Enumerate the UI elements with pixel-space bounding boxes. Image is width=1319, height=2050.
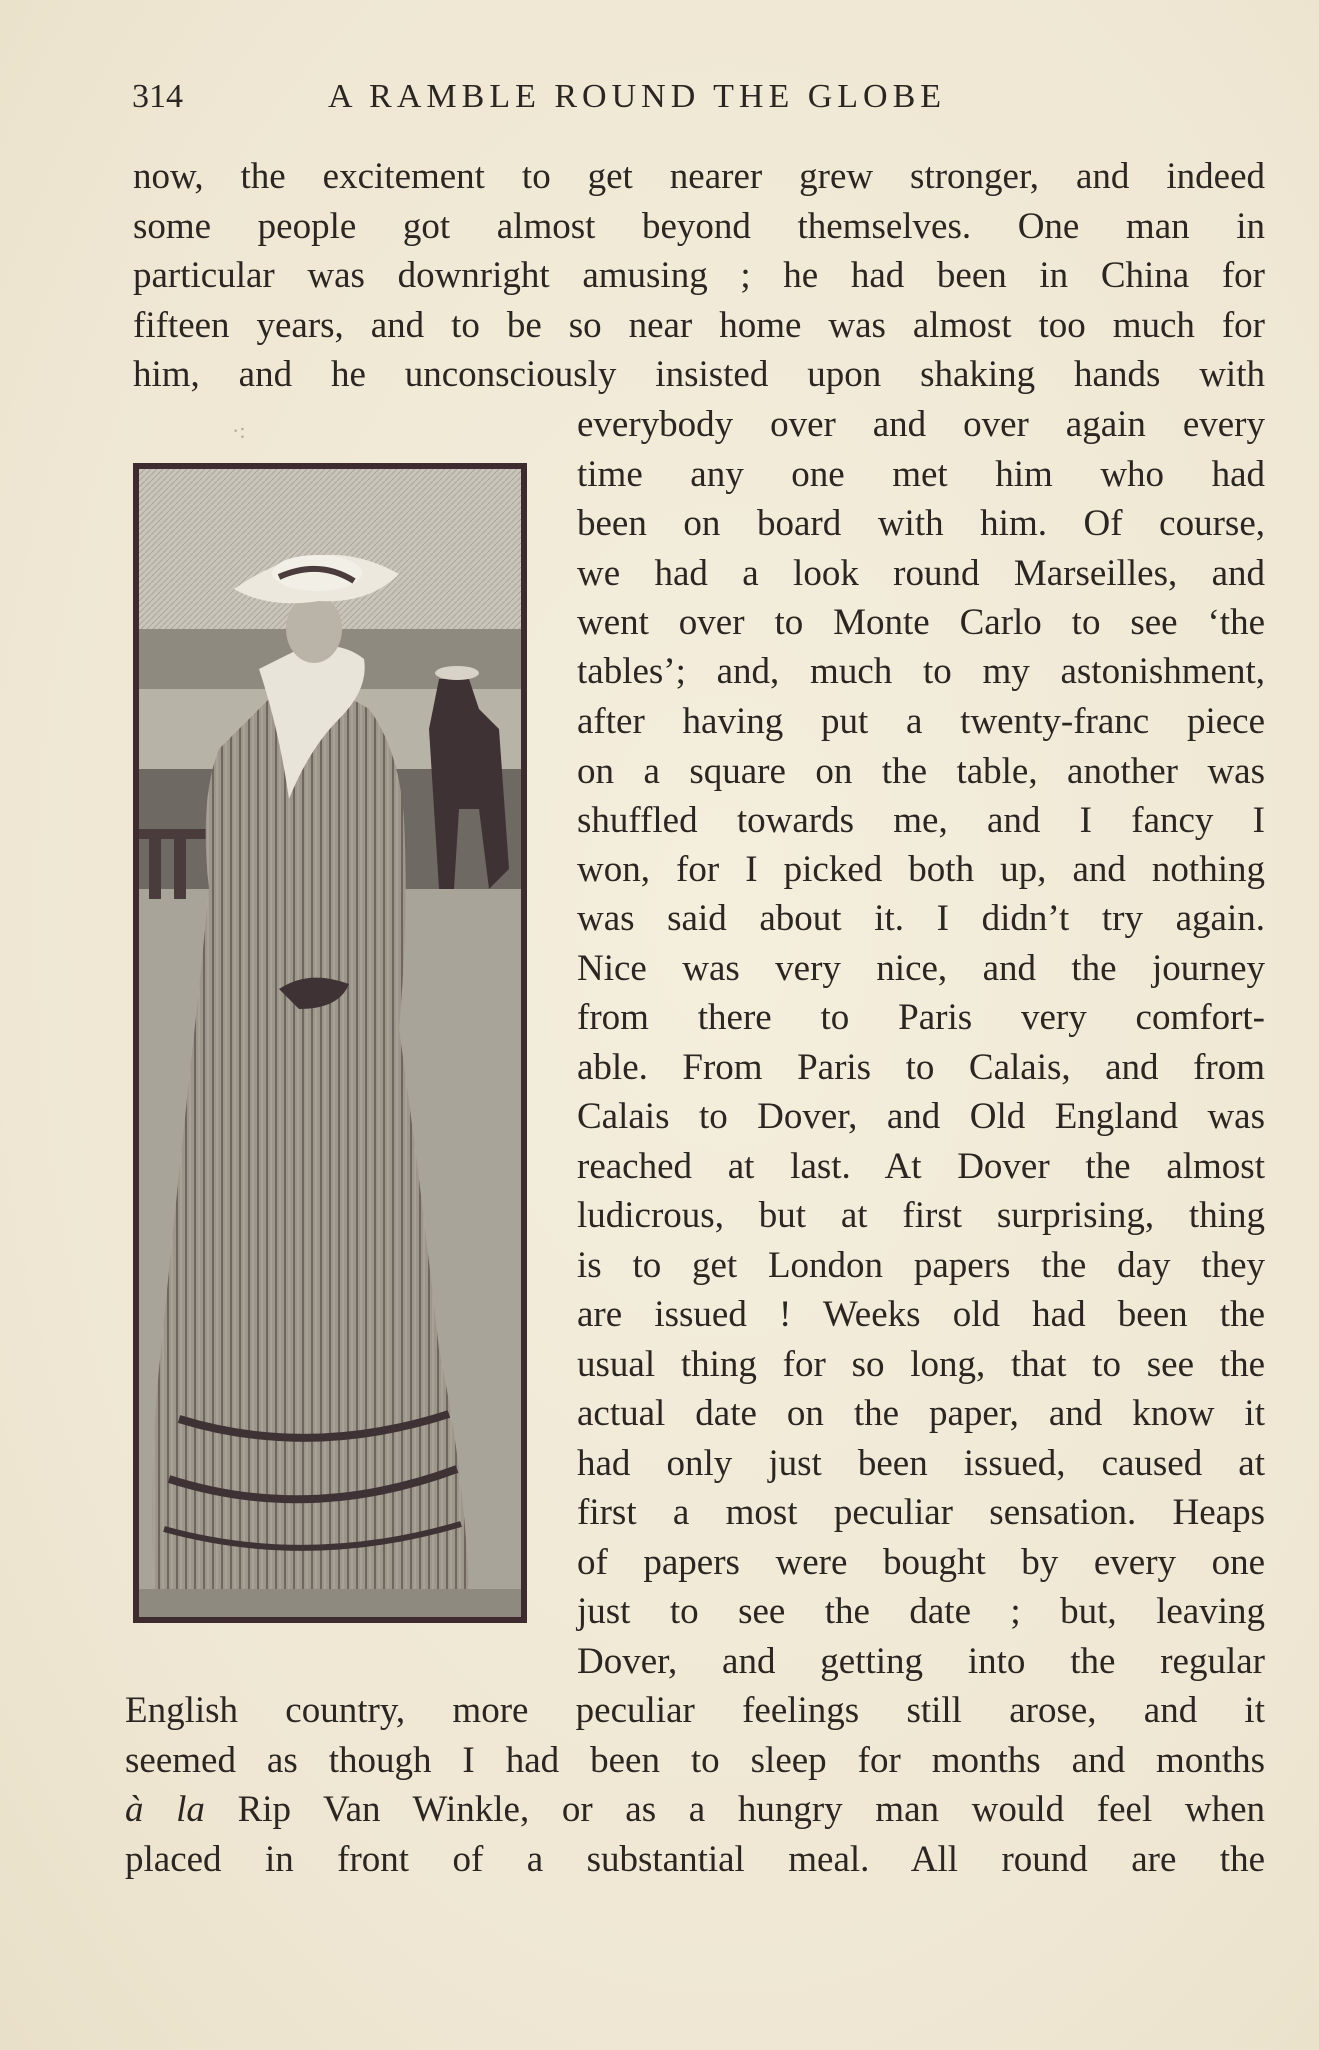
print-speck: ·: — [232, 418, 246, 443]
text-line: actual date on the paper, and know it — [577, 1393, 1265, 1434]
text-line: reached at last. At Dover the almost — [577, 1146, 1265, 1187]
text-line: Nice was very nice, and the journey — [577, 948, 1265, 989]
text-line: particular was downright amusing ; he had been in China for — [133, 255, 1265, 296]
text-line: seemed as though I had been to sleep for months and months — [125, 1740, 1265, 1781]
text-line — [125, 1786, 1265, 1834]
italic-phrase: à la — [125, 1789, 205, 1830]
text-line: been on board with him. Of course, — [577, 503, 1265, 544]
text-line: won, for I picked both up, and nothing — [577, 849, 1265, 890]
text-line: placed in front of a substantial meal. All round are the — [125, 1839, 1265, 1880]
text-line: just to see the date ; but, leaving — [577, 1591, 1265, 1632]
text-line: able. From Paris to Calais, and from — [577, 1047, 1265, 1088]
text-line: Calais to Dover, and Old England was — [577, 1096, 1265, 1137]
text-line: ludicrous, but at first surprising, thing — [577, 1195, 1265, 1236]
text-line: English country, more peculiar feelings still arose, and it — [125, 1690, 1265, 1731]
text-line: him, and he unconsciously insisted upon shaking hands with — [133, 354, 1265, 395]
text-fragment: Rip Van Winkle, or as a hungry man would feel when — [237, 1789, 1266, 1830]
text-line: usual thing for so long, that to see the — [577, 1344, 1265, 1385]
text-line: from there to Paris very comfort- — [577, 997, 1265, 1038]
page-number: 314 — [132, 78, 183, 115]
text-line: fifteen years, and to be so near home was almost too much for — [133, 305, 1265, 346]
background-man-hat — [435, 666, 479, 680]
text-line: tables’; and, much to my astonishment, — [577, 651, 1265, 692]
engraving-image — [139, 469, 521, 1617]
text-line: was said about it. I didn’t try again. — [577, 898, 1265, 939]
text-line: are issued ! Weeks old had been the — [577, 1294, 1265, 1335]
text-line: had only just been issued, caused at — [577, 1443, 1265, 1484]
page-header — [132, 78, 1262, 128]
text-line: Dover, and getting into the regular — [577, 1641, 1265, 1682]
text-line: now, the excitement to get nearer grew stronger, and indeed — [133, 156, 1265, 197]
text-line: went over to Monte Carlo to see ‘the — [577, 602, 1265, 643]
text-line: time any one met him who had — [577, 454, 1265, 495]
text-line: some people got almost beyond themselves. One man in — [133, 206, 1265, 247]
text-line: after having put a twenty-franc piece — [577, 701, 1265, 742]
text-line: we had a look round Marseilles, and — [577, 553, 1265, 594]
text-line: of papers were bought by every one — [577, 1542, 1265, 1583]
text-line: on a square on the table, another was — [577, 751, 1265, 792]
text-line: shuffled towards me, and I fancy I — [577, 800, 1265, 841]
text-line: first a most peculiar sensation. Heaps — [577, 1492, 1265, 1533]
running-title: A RAMBLE ROUND THE GLOBE — [328, 78, 947, 115]
face — [286, 595, 342, 663]
text-line: everybody over and over again every — [577, 404, 1265, 445]
text-line: is to get London papers the day they — [577, 1245, 1265, 1286]
illustration-woman-on-deck — [133, 463, 527, 1623]
